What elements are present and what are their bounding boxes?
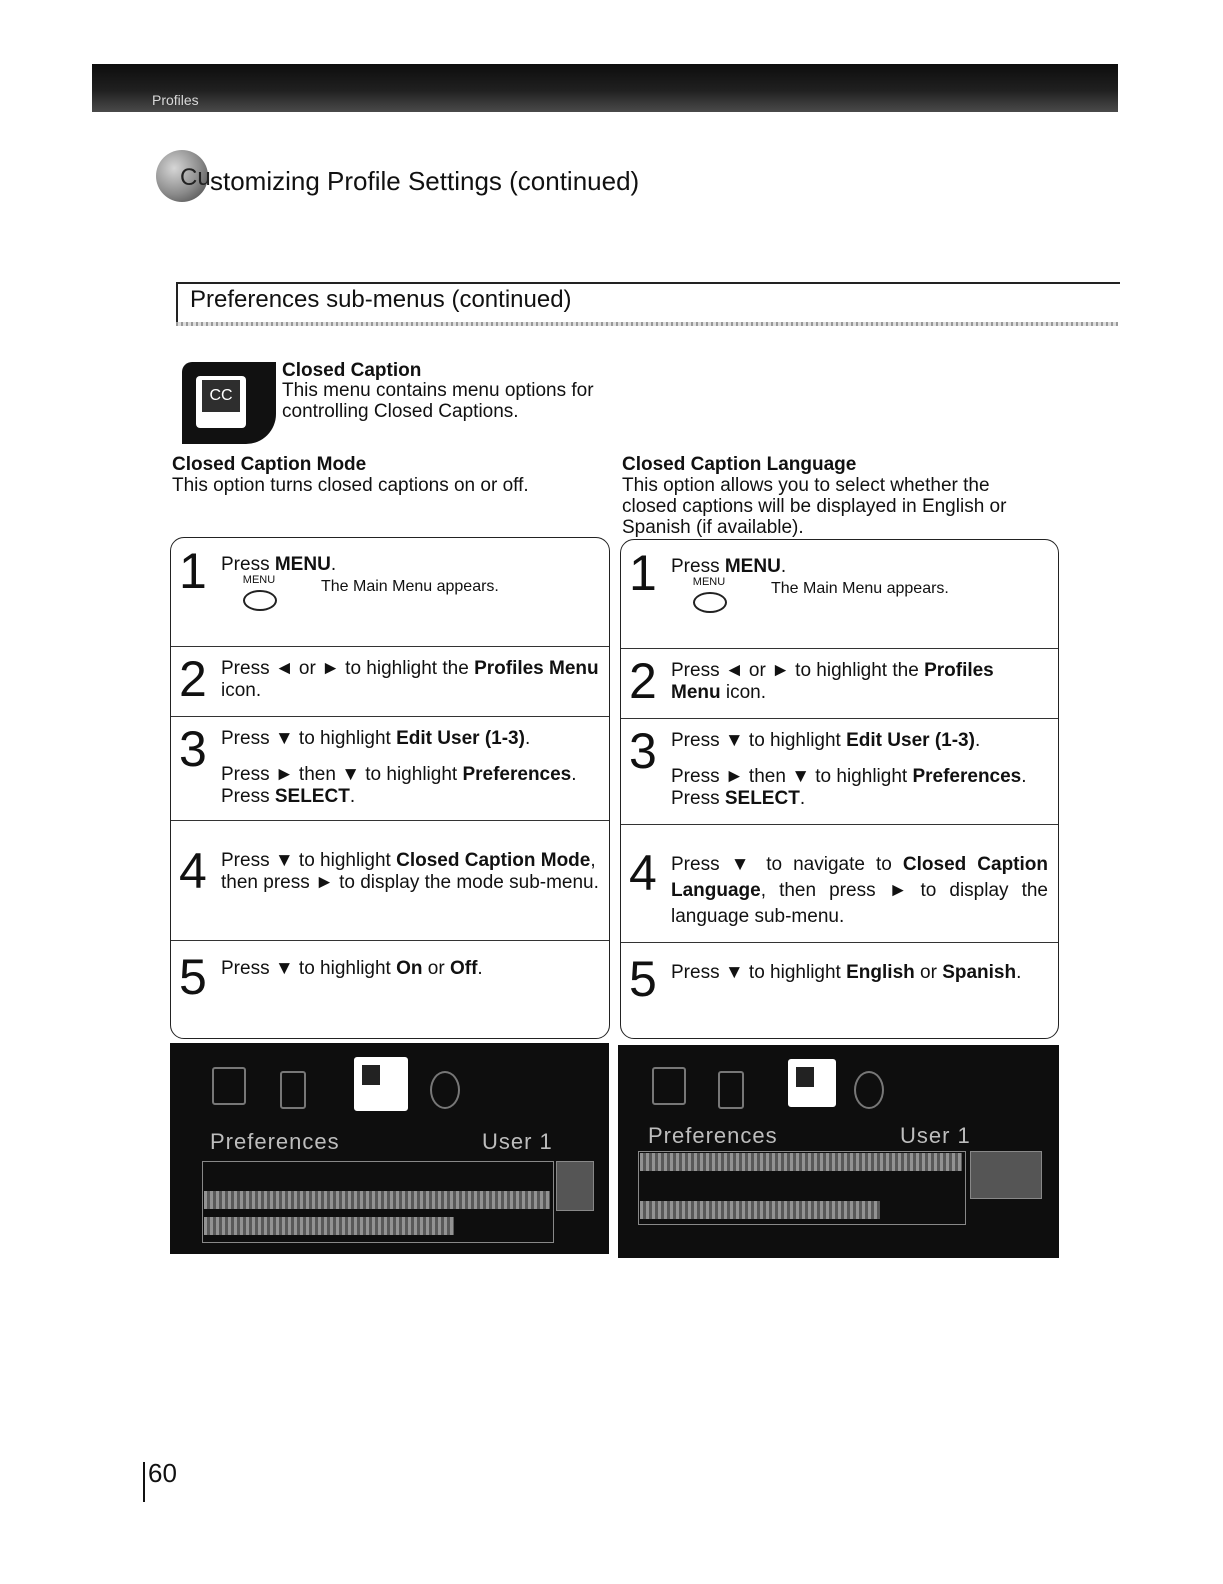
screen-submenu-box [556,1161,594,1211]
step-3 [171,716,609,821]
page-number: 60 [148,1458,177,1488]
step-text: Press ▼ to highlight English or Spanish. [671,962,1022,983]
right-steps-panel [620,539,1059,1039]
step-number: 5 [629,951,657,1007]
title-badge-icon [156,150,211,202]
step-2 [621,648,1058,719]
intro-title: Closed Caption [282,360,422,381]
picture-menu-icon [212,1067,246,1105]
screen-menu-label: Preferences [210,1129,340,1154]
left-steps-panel [170,537,610,1039]
page-title: stomizing Profile Settings (continued) [210,166,640,196]
section-title: Preferences sub-menus (continued) [190,286,572,313]
audio-menu-icon [280,1071,306,1109]
step-text: Press ▼ to highlight On or Off. [221,958,483,979]
right-column-title: Closed Caption Language [622,454,857,475]
step-number: 5 [179,949,207,1005]
screen-submenu-box [970,1151,1042,1199]
step-4 [171,820,609,941]
screen-option-bar [204,1217,454,1235]
screen-menu-label: Preferences [648,1123,778,1148]
closed-caption-icon: CC [182,362,276,444]
left-column-title: Closed Caption Mode [172,454,367,475]
menu-key-label: MENU [242,574,276,586]
profiles-menu-icon [354,1057,408,1111]
screen-user-label: User 1 [482,1129,553,1154]
screen-option-bar [204,1191,550,1209]
step-3 [621,718,1058,825]
page-header-banner [92,64,1118,112]
title-initial: Cu [180,164,211,191]
step-number: 4 [629,845,657,901]
right-menu-screenshot [618,1045,1059,1258]
step-text: Press ◄ or ► to highlight the Profiles Menu icon. [221,658,599,701]
step-number: 3 [179,721,207,777]
page-number-divider [143,1462,145,1502]
step-1 [621,540,1058,649]
step-2 [171,646,609,717]
screen-user-label: User 1 [900,1123,971,1148]
step-note: The Main Menu appears. [321,578,499,595]
step-number: 4 [179,843,207,899]
menu-button-icon [243,590,277,611]
step-number: 2 [629,653,657,709]
profiles-menu-icon [788,1059,836,1107]
screen-option-bar [640,1153,962,1171]
step-text: Press ◄ or ► to highlight the Profiles Menu icon. [671,660,994,703]
picture-menu-icon [652,1067,686,1105]
setup-menu-icon [430,1071,460,1109]
step-number: 3 [629,723,657,779]
step-text: Press MENU. [221,554,337,575]
step-note: The Main Menu appears. [771,580,949,597]
step-text: Press ▼ to highlight Edit User (1-3). Press ► then ▼ to highlight Preferences. Press SELECT. [221,728,577,807]
menu-button-icon [693,592,727,613]
step-number: 1 [629,545,657,601]
left-menu-screenshot [170,1043,609,1254]
step-text: Press ▼ to highlight Edit User (1-3). Press ► then ▼ to highlight Preferences. Press SELECT. [671,730,1027,809]
menu-key-label: MENU [692,576,726,588]
section-label: Profiles [152,92,199,108]
step-1 [171,538,609,647]
step-number: 1 [179,543,207,599]
intro-description: This menu contains menu options for controlling Closed Captions. [282,380,594,422]
step-text: Press ▼ to highlight Closed Caption Mode, then press ► to display the mode sub-menu. [221,850,599,893]
left-column-description: This option turns closed captions on or off. [172,475,529,496]
audio-menu-icon [718,1071,744,1109]
screen-option-bar [640,1201,880,1219]
step-text: Press ▼ to navigate to Closed Caption Language, then press ► to display the language sub-menu. [671,854,1048,927]
section-divider [176,322,1118,326]
step-5 [621,942,1058,1038]
right-column-description: This option allows you to select whether the closed captions will be displayed in English or Spanish (if available). [622,475,1007,538]
step-4 [621,824,1058,943]
step-text: Press MENU. [671,556,787,577]
setup-menu-icon [854,1071,884,1109]
step-number: 2 [179,651,207,707]
step-5 [171,940,609,1038]
